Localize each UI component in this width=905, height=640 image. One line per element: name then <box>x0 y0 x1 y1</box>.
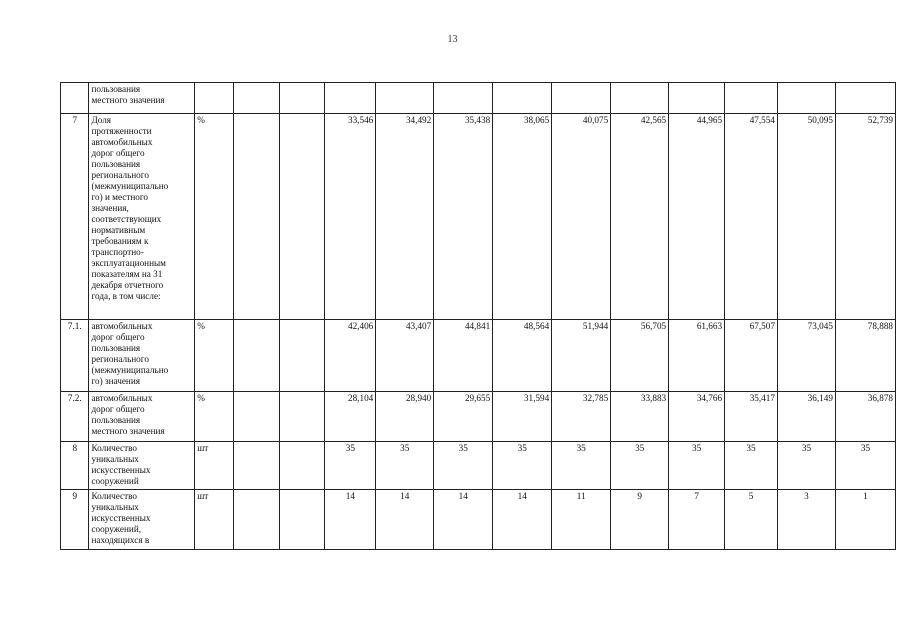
value-cell: 35,438 <box>434 114 493 320</box>
indicator-name: пользования местного значения <box>89 83 195 114</box>
value-cell: 35 <box>493 442 552 490</box>
empty-cell <box>233 114 279 320</box>
indicator-name: Количество уникальных искусственных сооружений, находящихся в <box>89 490 195 550</box>
value-cell: 67,507 <box>725 320 778 392</box>
value-cell <box>725 83 778 114</box>
value-cell <box>777 83 835 114</box>
value-cell <box>611 83 669 114</box>
value-cell: 35 <box>434 442 493 490</box>
row-number: 8 <box>61 442 89 490</box>
value-cell: 1 <box>835 490 895 550</box>
empty-cell <box>279 442 325 490</box>
unit-cell: шт <box>195 442 234 490</box>
row-number: 7.2. <box>61 392 89 442</box>
value-cell <box>376 83 434 114</box>
value-cell: 35 <box>376 442 434 490</box>
value-cell: 40,075 <box>552 114 611 320</box>
value-cell: 42,406 <box>325 320 376 392</box>
unit-cell: % <box>195 320 234 392</box>
value-cell: 78,888 <box>835 320 895 392</box>
value-cell: 5 <box>725 490 778 550</box>
value-cell: 32,785 <box>552 392 611 442</box>
value-cell: 28,940 <box>376 392 434 442</box>
indicator-name: Количество уникальных искусственных сооружений <box>89 442 195 490</box>
value-cell: 44,841 <box>434 320 493 392</box>
value-cell: 48,564 <box>493 320 552 392</box>
table-row <box>61 83 896 114</box>
value-cell <box>552 83 611 114</box>
value-cell: 43,407 <box>376 320 434 392</box>
table-row <box>61 320 896 392</box>
row-number <box>61 83 89 114</box>
value-cell: 33,883 <box>611 392 669 442</box>
empty-cell <box>233 442 279 490</box>
value-cell: 35 <box>777 442 835 490</box>
value-cell: 9 <box>611 490 669 550</box>
table-row <box>61 392 896 442</box>
value-cell <box>325 83 376 114</box>
value-cell: 31,594 <box>493 392 552 442</box>
empty-cell <box>233 83 279 114</box>
value-cell: 47,554 <box>725 114 778 320</box>
value-cell: 34,766 <box>669 392 725 442</box>
value-cell <box>835 83 895 114</box>
value-cell: 7 <box>669 490 725 550</box>
indicator-name: автомобильных дорог общего пользования регионального (межмуниципально го) значения <box>89 320 195 392</box>
empty-cell <box>279 114 325 320</box>
indicators-table <box>60 82 896 550</box>
value-cell: 14 <box>434 490 493 550</box>
value-cell: 35,417 <box>725 392 778 442</box>
value-cell: 42,565 <box>611 114 669 320</box>
table-row <box>61 114 896 320</box>
value-cell: 35 <box>552 442 611 490</box>
value-cell: 36,149 <box>777 392 835 442</box>
value-cell: 14 <box>325 490 376 550</box>
row-number: 9 <box>61 490 89 550</box>
empty-cell <box>233 490 279 550</box>
value-cell: 36,878 <box>835 392 895 442</box>
row-number: 7 <box>61 114 89 320</box>
value-cell: 61,663 <box>669 320 725 392</box>
value-cell: 73,045 <box>777 320 835 392</box>
unit-cell <box>195 83 234 114</box>
page-number: 13 <box>447 34 458 45</box>
table-row <box>61 442 896 490</box>
unit-cell: % <box>195 114 234 320</box>
value-cell: 51,944 <box>552 320 611 392</box>
value-cell: 38,065 <box>493 114 552 320</box>
empty-cell <box>279 490 325 550</box>
value-cell: 14 <box>493 490 552 550</box>
value-cell: 29,655 <box>434 392 493 442</box>
indicator-name: Доля протяженности автомобильных дорог общего пользования регионального (межмуниципально го) и местного значения, соответствующих нормативным требованиям к транспортно- эксплуатационным показателям на 31 декабря отчетного года, в том числе: <box>89 114 195 320</box>
value-cell: 44,965 <box>669 114 725 320</box>
value-cell <box>434 83 493 114</box>
value-cell <box>669 83 725 114</box>
value-cell: 11 <box>552 490 611 550</box>
value-cell: 3 <box>777 490 835 550</box>
value-cell: 28,104 <box>325 392 376 442</box>
value-cell: 14 <box>376 490 434 550</box>
value-cell: 35 <box>611 442 669 490</box>
empty-cell <box>279 320 325 392</box>
unit-cell: шт <box>195 490 234 550</box>
value-cell: 50,095 <box>777 114 835 320</box>
value-cell: 35 <box>669 442 725 490</box>
value-cell <box>493 83 552 114</box>
value-cell: 52,739 <box>835 114 895 320</box>
value-cell: 34,492 <box>376 114 434 320</box>
value-cell: 35 <box>835 442 895 490</box>
empty-cell <box>279 83 325 114</box>
empty-cell <box>233 392 279 442</box>
value-cell: 35 <box>325 442 376 490</box>
value-cell: 56,705 <box>611 320 669 392</box>
indicator-name: автомобильных дорог общего пользования местного значения <box>89 392 195 442</box>
unit-cell: % <box>195 392 234 442</box>
row-number: 7.1. <box>61 320 89 392</box>
value-cell: 33,546 <box>325 114 376 320</box>
empty-cell <box>233 320 279 392</box>
value-cell: 35 <box>725 442 778 490</box>
table-row <box>61 490 896 550</box>
empty-cell <box>279 392 325 442</box>
